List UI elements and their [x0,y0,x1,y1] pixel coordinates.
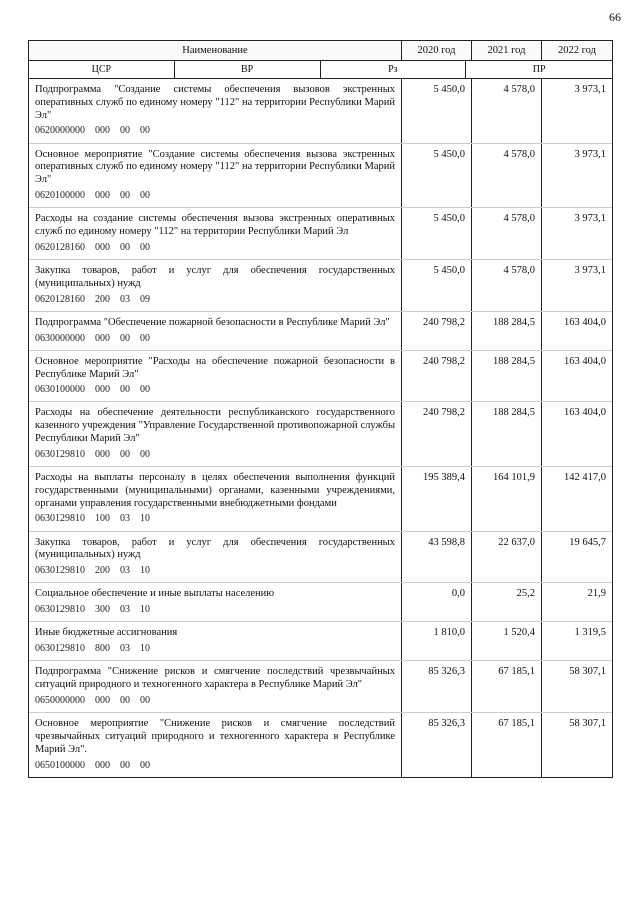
header-csr: ЦСР [29,61,175,78]
row-name: Расходы на обеспечение деятельности республиканского государственного казенного учреждения "Управление Государственной противопожарной службы Республики Марий Эл" [35,407,395,445]
row-pr: 00 [140,384,150,396]
row-pr: 10 [140,643,150,655]
row-csr: 0620100000 [35,189,85,201]
row-2021: 4 578,0 [472,79,542,143]
row-pr: 00 [140,241,150,253]
row-rz: 03 [120,643,130,655]
budget-table [28,40,613,778]
table-row [29,351,612,403]
row-2021: 22 637,0 [472,532,542,583]
row-2020: 5 450,0 [402,208,472,259]
row-csr: 0630100000 [35,384,85,396]
row-pr: 00 [140,332,150,344]
row-2022: 58 307,1 [569,718,606,730]
table-row [29,260,612,312]
row-vr: 000 [95,759,110,771]
row-codes [35,565,395,577]
row-name: Закупка товаров, работ и услуг для обеспечения государственных (муниципальных) нужд [35,536,395,561]
header-pr: ПР [532,64,546,75]
row-rz: 00 [120,189,130,201]
row-pr: 10 [140,513,150,525]
row-csr: 0630129810 [35,604,85,616]
row-2021: 4 578,0 [472,260,542,311]
row-csr: 0630000000 [35,332,85,344]
row-pr: 00 [140,759,150,771]
row-2021: 67 185,1 [472,713,542,777]
row-csr: 0630129810 [35,513,85,525]
row-2022: 163 404,0 [564,407,606,419]
table-row [29,144,612,209]
row-vr: 000 [95,384,110,396]
row-pr: 10 [140,565,150,577]
row-vr: 800 [95,643,110,655]
row-rz: 00 [120,694,130,706]
row-2020: 240 798,2 [402,312,472,350]
row-2021: 4 578,0 [472,208,542,259]
row-pr: 00 [140,189,150,201]
row-codes [35,695,395,707]
row-2022: 58 307,1 [569,666,606,678]
row-name-cell [29,661,402,712]
row-codes [35,604,395,616]
row-2022: 142 417,0 [564,472,606,484]
row-2022: 3 973,1 [574,148,606,160]
row-name: Иные бюджетные ассигнования [35,627,178,639]
row-csr: 0630129810 [35,448,85,460]
row-2020: 43 598,8 [402,532,472,583]
row-name: Подпрограмма "Обеспечение пожарной безопасности в Республике Марий Эл" [35,316,390,328]
row-name-cell [29,79,402,143]
row-pr: 00 [140,125,150,137]
row-name-cell [29,260,402,311]
row-name-cell [29,467,402,531]
table-row [29,79,612,144]
row-rz: 00 [120,241,130,253]
table-row [29,402,612,467]
row-2022: 3 973,1 [574,84,606,95]
header-2020: 2020 год [402,41,472,60]
row-csr: 0630129810 [35,565,85,577]
row-name-cell [29,351,402,402]
row-rz: 00 [120,759,130,771]
row-pr: 10 [140,604,150,616]
row-codes [35,449,395,461]
row-2021: 25,2 [472,583,542,621]
row-csr: 0630129810 [35,643,85,655]
row-rz: 00 [120,125,130,137]
row-vr: 000 [95,125,110,137]
row-2020: 195 389,4 [402,467,472,531]
row-csr: 0620128160 [35,293,85,305]
table-row [29,467,612,532]
row-name: Основное мероприятие "Снижение рисков и смягчение последствий чрезвычайных ситуаций природного и техногенного характера в Республике Марий Эл". [35,718,395,755]
row-rz: 03 [120,293,130,305]
row-2021: 188 284,5 [472,402,542,466]
table-row [29,622,612,661]
row-name: Расходы на выплаты персоналу в целях обеспечения выполнения функций государственными (муниципальными) органами, казенными учреждениями, органами управления государственными внебюджетными фондами [35,472,395,509]
row-pr: 09 [140,293,150,305]
row-rz: 00 [120,448,130,460]
row-2020: 5 450,0 [402,144,472,208]
row-csr: 0650100000 [35,759,85,771]
row-vr: 200 [95,565,110,577]
row-codes [35,333,395,345]
header-rz: Рз [321,61,467,78]
row-vr: 000 [95,189,110,201]
row-2020: 240 798,2 [402,402,472,466]
table-row [29,312,612,351]
row-codes [35,125,395,137]
row-2021: 4 578,0 [472,144,542,208]
table-row [29,713,612,777]
row-rz: 03 [120,513,130,525]
row-2022: 3 973,1 [574,213,606,225]
row-csr: 0620000000 [35,125,85,137]
row-name: Расходы на создание системы обеспечения вызова экстренных оперативных служб по единому номеру "112" на территории Республики Марий Эл [35,213,395,237]
row-2020: 1 810,0 [402,622,472,660]
row-2020: 5 450,0 [402,79,472,143]
row-codes [35,643,395,655]
row-vr: 300 [95,604,110,616]
row-2020: 0,0 [402,583,472,621]
row-pr: 00 [140,448,150,460]
row-vr: 000 [95,241,110,253]
row-codes [35,384,395,396]
row-name-cell [29,713,402,777]
row-name: Закупка товаров, работ и услуг для обеспечения государственных (муниципальных) нужд [35,264,395,289]
header-2021: 2021 год [472,41,542,60]
row-csr: 0620128160 [35,241,85,253]
row-vr: 200 [95,293,110,305]
table-header [29,41,612,61]
row-2022: 3 973,1 [574,264,606,276]
row-name: Социальное обеспечение и иные выплаты населению [35,588,275,600]
row-codes [35,294,395,306]
row-2021: 188 284,5 [472,351,542,402]
row-name: Подпрограмма "Снижение рисков и смягчение последствий чрезвычайных ситуаций природного и техногенного характера в Республике Марий Эл" [35,666,395,691]
row-2022: 163 404,0 [564,316,606,328]
row-2020: 85 326,3 [402,713,472,777]
row-rz: 00 [120,332,130,344]
row-name-cell [29,312,402,350]
row-name-cell [29,402,402,466]
table-row [29,583,612,622]
header-name: Наименование [29,41,402,60]
header-vr: ВР [175,61,321,78]
row-2020: 240 798,2 [402,351,472,402]
row-name-cell [29,532,402,583]
table-code-headers [29,61,612,79]
row-codes [35,760,395,772]
row-rz: 00 [120,384,130,396]
table-body [29,79,612,777]
row-2022: 21,9 [587,588,606,600]
row-name: Основное мероприятие "Создание системы обеспечения вызова экстренных оперативных служб по единому номеру "112" на территории Республики Марий Эл" [35,148,395,186]
table-row [29,532,612,584]
row-csr: 0650000000 [35,694,85,706]
row-name-cell [29,622,402,660]
row-rz: 03 [120,604,130,616]
page-number: 66 [609,10,621,24]
table-row [29,208,612,260]
row-2022: 163 404,0 [564,355,606,367]
row-2021: 67 185,1 [472,661,542,712]
row-codes [35,513,395,525]
row-codes [35,190,395,202]
row-name: Основное мероприятие "Расходы на обеспечение пожарной безопасности в Республике Марий Эл" [35,355,395,380]
row-2021: 188 284,5 [472,312,542,350]
row-rz: 03 [120,565,130,577]
row-pr: 00 [140,694,150,706]
row-codes [35,242,395,254]
table-row [29,661,612,713]
row-name-cell [29,144,402,208]
row-2022: 19 645,7 [569,536,606,548]
row-2020: 85 326,3 [402,661,472,712]
row-name-cell [29,208,402,259]
row-2020: 5 450,0 [402,260,472,311]
row-2021: 164 101,9 [472,467,542,531]
row-name-cell [29,583,402,621]
row-vr: 000 [95,448,110,460]
header-2022: 2022 год [558,45,596,56]
row-vr: 000 [95,332,110,344]
row-2022: 1 319,5 [574,627,606,639]
row-vr: 100 [95,513,110,525]
row-vr: 000 [95,694,110,706]
row-name: Подпрограмма "Создание системы обеспечения вызовов экстренных оперативных служб по единому номеру "112" на территории Республики Марий Эл" [35,84,395,121]
row-2021: 1 520,4 [472,622,542,660]
